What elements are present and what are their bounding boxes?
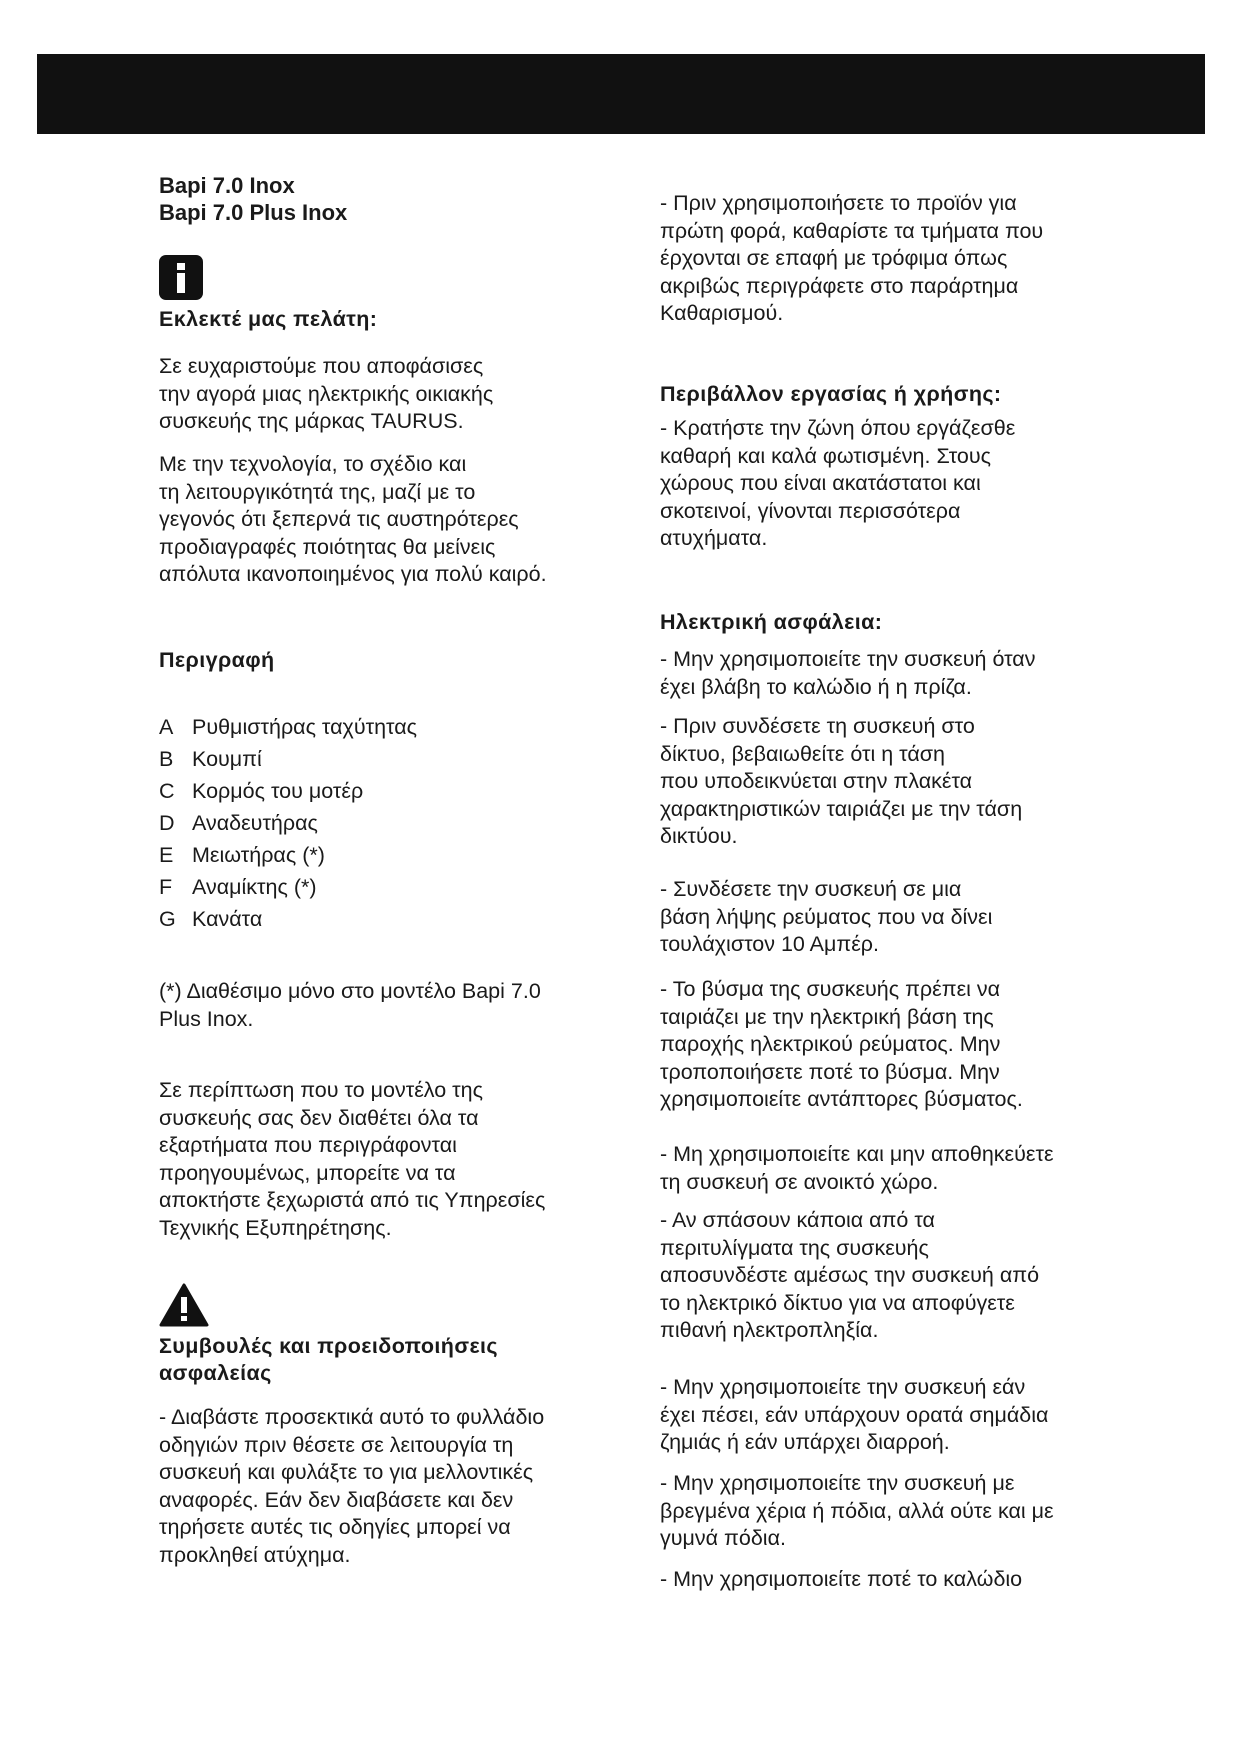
part-letter: G <box>159 907 176 931</box>
part-name: Κανάτα <box>192 907 263 931</box>
electrical-item-9: - Μην χρησιμοποιείτε ποτέ το καλώδιο <box>660 1567 1023 1591</box>
electrical-item-2: - Πριν συνδέσετε τη συσκευή στο δίκτυο, βεβαιωθείτε ότι η τάση που υποδεικνύεται στην πλακέτα χαρακτηριστικών ταιριάζει με την τάση δικτύου. <box>660 714 1023 848</box>
part-name: Αναδευτήρας <box>192 811 318 835</box>
electrical-item-4: - Το βύσμα της συσκευής πρέπει να ταιριάζει με την ηλεκτρική βάση της παροχής ηλεκτρικού ρεύματος. Μην τροποποιήσετε ποτέ το βύσμα. Μην χρησιμοποιείτε αντάπτορες βύσματος. <box>660 977 1023 1111</box>
parts-list <box>159 714 609 938</box>
warning-icon <box>159 1283 209 1332</box>
work-environment-heading: Περιβάλλον εργασίας ή χρήσης: <box>660 382 1002 406</box>
part-name: Αναμίκτης (*) <box>192 875 317 899</box>
safety-heading: Συμβουλές και προειδοποιήσεις ασφαλείας <box>159 1334 499 1385</box>
part-name: Κορμός του μοτέρ <box>192 779 364 803</box>
electrical-item-6: - Αν σπάσουν κάποια από τα περιτυλίγματα της συσκευής αποσυνδέστε αμέσως την συσκευή από το ηλεκτρικό δίκτυο για να αποφύγετε πιθανή ηλεκτροπληξία. <box>660 1208 1040 1342</box>
part-name: Κουμπί <box>192 747 262 771</box>
part-name: Μειωτήρας (*) <box>192 843 325 867</box>
electrical-item-3: - Συνδέσετε την συσκευή σε μια βάση λήψης ρεύματος που να δίνει τουλάχιστον 10 Αμπέρ. <box>660 877 993 956</box>
part-letter: A <box>159 715 174 739</box>
missing-parts-note: Σε περίπτωση που το μοντέλο της συσκευής σας δεν διαθέτει όλα τα εξαρτήματα που περιγράφονται προηγουμένως, μπορείτε να τα αποκτήστε ξεχωριστά από τις Υπηρεσίες Τεχνικής Εξυπηρέτησης. <box>159 1078 546 1240</box>
list-item <box>159 746 609 778</box>
part-letter: C <box>159 779 175 803</box>
list-item <box>159 778 609 810</box>
part-name: Ρυθμιστήρας ταχύτητας <box>192 715 418 739</box>
list-item <box>159 714 609 746</box>
header-bar <box>37 54 1205 134</box>
electrical-item-7: - Μην χρησιμοποιείτε την συσκευή εάν έχει πέσει, εάν υπάρχουν ορατά σημάδια ζημιάς ή εάν υπάρχει διαρροή. <box>660 1375 1049 1454</box>
intro-paragraph-2: Με την τεχνολογία, το σχέδιο και τη λειτουργικότητά της, μαζί με το γεγονός ότι ξεπερνά τις αυστηρότερες προδιαγραφές ποιότητας θα μείνεις απόλυτα ικανοποιημένος για πολύ καιρό. <box>159 452 547 586</box>
safety-read-manual: - Διαβάστε προσεκτικά αυτό το φυλλάδιο οδηγιών πριν θέσετε σε λειτουργία τη συσκευή και φυλάξτε το για μελλοντικές αναφορές. Εάν δεν διαβάσετε και δεν τηρήσετε αυτές τις οδηγίες μπορεί να προκληθεί ατύχημα. <box>159 1405 545 1567</box>
part-letter: B <box>159 747 174 771</box>
list-item <box>159 842 609 874</box>
availability-footnote: (*) Διαθέσιμο μόνο στο μοντέλο Bapi 7.0 Plus Inox. <box>159 979 541 1031</box>
info-icon <box>159 255 203 305</box>
intro-heading: Εκλεκτέ μας πελάτη: <box>159 307 378 331</box>
list-item <box>159 906 609 938</box>
intro-paragraph-1: Σε ευχαριστούμε που αποφάσισες την αγορά μιας ηλεκτρικής οικιακής συσκευής της μάρκας TAURUS. <box>159 354 494 433</box>
work-environment-item: - Κρατήστε την ζώνη όπου εργάζεσθε καθαρή και καλά φωτισμένη. Στους χώρους που είναι ακατάστατοι και σκοτεινοί, γίνονται περισσότερα ατυχήματα. <box>660 416 1016 550</box>
list-item <box>159 874 609 906</box>
electrical-item-5: - Μη χρησιμοποιείτε και μην αποθηκεύετε τη συσκευή σε ανοικτό χώρο. <box>660 1142 1054 1194</box>
part-letter: E <box>159 843 174 867</box>
product-model-2: Bapi 7.0 Plus Inox <box>159 200 348 225</box>
description-heading: Περιγραφή <box>159 648 275 672</box>
safety-first-use: - Πριν χρησιμοποιήσετε το προϊόν για πρώτη φορά, καθαρίστε τα τμήματα που έρχονται σε επαφή με τρόφιμα όπως ακριβώς περιγράφετε στο παράρτημα Καθαρισμού. <box>660 191 1044 325</box>
electrical-item-1: - Μην χρησιμοποιείτε την συσκευή όταν έχει βλάβη το καλώδιο ή η πρίζα. <box>660 647 1036 699</box>
list-item <box>159 810 609 842</box>
electrical-safety-heading: Ηλεκτρική ασφάλεια: <box>660 610 883 634</box>
part-letter: D <box>159 811 175 835</box>
part-letter: F <box>159 875 173 899</box>
product-model-1: Bapi 7.0 Inox <box>159 173 295 198</box>
electrical-item-8: - Μην χρησιμοποιείτε την συσκευή με βρεγμένα χέρια ή πόδια, αλλά ούτε και με γυμνά πόδια. <box>660 1471 1054 1550</box>
